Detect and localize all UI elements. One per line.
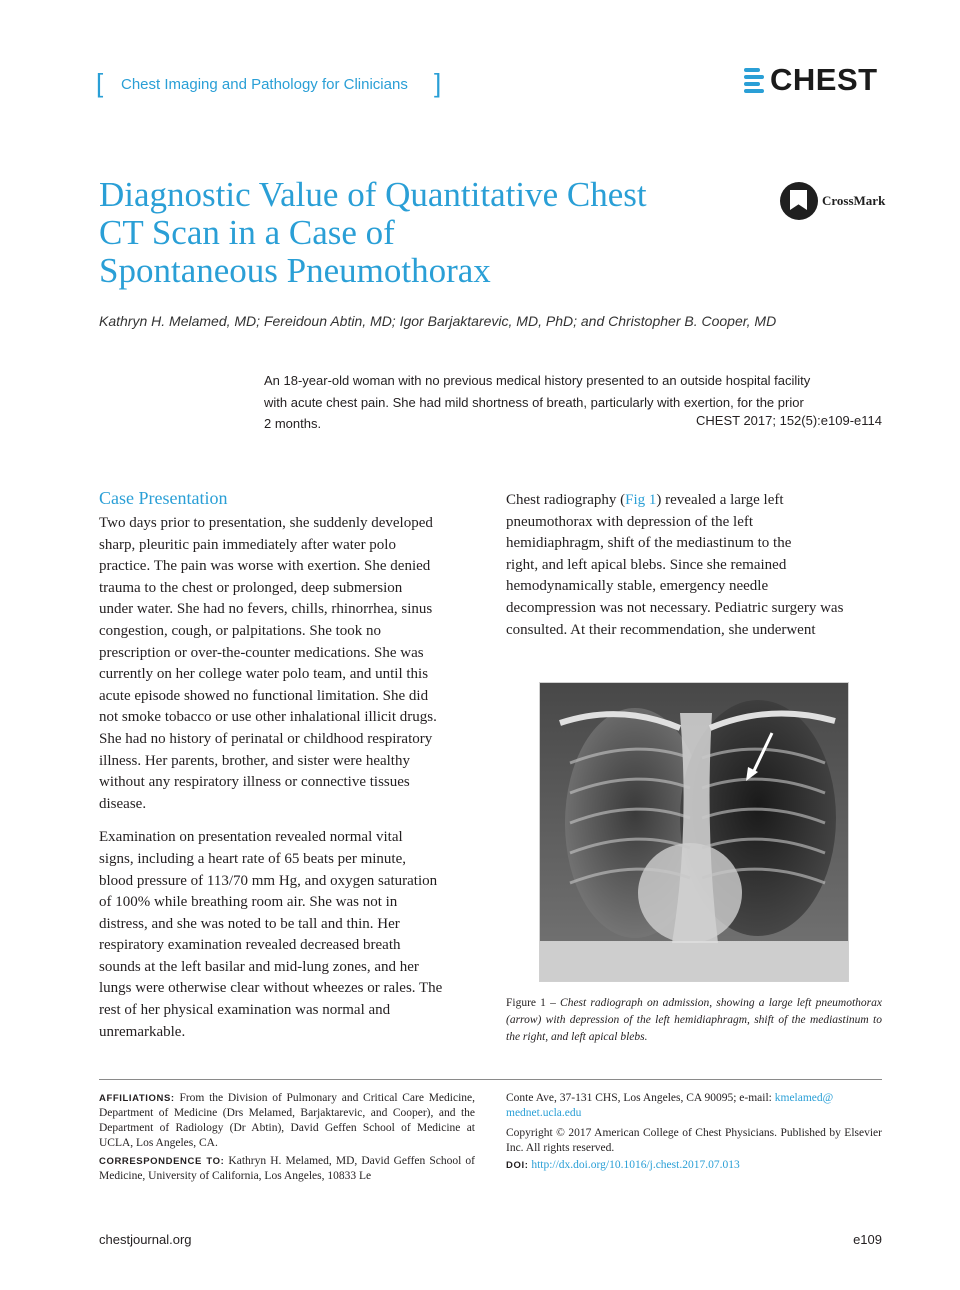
citation: CHEST 2017; 152(5):e109-e114	[696, 413, 882, 428]
title-line: Diagnostic Value of Quantitative Chest	[99, 175, 647, 214]
text-line: illness. Her parents, brother, and sister were healthy	[99, 752, 410, 769]
correspondence-text: Kathryn H. Melamed, MD, David Geffen School of Medicine, University of California, Los Angeles, 10833 Le	[99, 1155, 475, 1182]
abstract-line: An 18-year-old woman with no previous medical history presented to an outside hospital facility	[264, 373, 811, 388]
text-line: consulted. At their recommendation, she underwent	[506, 621, 816, 638]
crossmark-icon	[780, 182, 818, 220]
footnote-divider	[99, 1079, 882, 1080]
text-line: disease.	[99, 795, 147, 812]
text-line: trauma to the chest or prolonged, deep submersion	[99, 579, 403, 596]
abstract-line: with acute chest pain. She had mild shortness of breath, particularly with exertion, for the prior	[264, 394, 804, 410]
chest-logo-icon	[744, 68, 764, 93]
figure-1-caption	[506, 995, 882, 1046]
text-line: currently on her college water polo team, and until this	[99, 666, 429, 683]
copyright-block: Copyright © 2017 American College of Chest Physicians. Published by Elsevier Inc. All rights reserved.	[506, 1127, 882, 1154]
text-line: Examination on presentation revealed normal vital	[99, 829, 403, 846]
text-line: respiratory examination revealed decreased breath	[99, 937, 401, 954]
text-line: congestion, cough, or palpitations. She took no	[99, 622, 382, 639]
email-link-cont[interactable]: mednet.ucla.edu	[506, 1107, 582, 1119]
text-line: practice. The pain was worse with exertion. She denied	[99, 558, 431, 575]
address-text: Conte Ave, 37-131 CHS, Los Angeles, CA 90095; e-mail:	[506, 1092, 772, 1104]
text-line	[506, 490, 886, 512]
crossmark-badge[interactable]	[780, 182, 885, 220]
text-line: rest of her physical examination was normal and	[99, 1002, 391, 1019]
author-list: Kathryn H. Melamed, MD; Fereidoun Abtin, MD; Igor Barjaktarevic, MD, PhD; and Christopher B. Cooper, MD	[99, 313, 777, 329]
text-line: sounds at the left basilar and mid-lung zones, and her	[99, 958, 419, 975]
crossmark-label: CrossMark	[822, 193, 886, 208]
article-title	[99, 176, 719, 290]
text-line: blood pressure of 113/70 mm Hg, and oxygen saturation	[99, 872, 438, 889]
doi-link[interactable]: http://dx.doi.org/10.1016/j.chest.2017.07.013	[531, 1159, 740, 1171]
header-bracket-close: ]	[434, 68, 442, 98]
text-line: Two days prior to presentation, she suddenly developed	[99, 515, 433, 531]
text-line: not smoke tobacco or use other inhalational illicit drugs.	[99, 709, 437, 726]
figure-1-image[interactable]	[539, 682, 849, 982]
email-link[interactable]: kmelamed@	[774, 1092, 834, 1104]
address-line	[506, 1091, 882, 1106]
chest-radiograph	[540, 683, 848, 981]
abstract-line: 2 months.	[264, 416, 322, 431]
paragraph	[99, 513, 484, 815]
text-line: right, and left apical blebs. Since she remained	[506, 556, 787, 573]
title-line: Spontaneous Pneumothorax	[99, 251, 491, 290]
text-line: distress, and she was noted to be tall and thin. Her	[99, 915, 400, 932]
text-line: decompression was not necessary. Pediatric surgery was	[506, 599, 844, 616]
doi-label: DOI:	[506, 1160, 529, 1171]
section-heading: Case Presentation	[99, 488, 228, 508]
text-line: signs, including a heart rate of 65 beats per minute,	[99, 850, 406, 867]
affiliations-block	[99, 1091, 475, 1151]
paragraph	[99, 827, 484, 1043]
text-line: under water. She had no fevers, chills, rhinorrhea, sinus	[99, 601, 433, 618]
text-line: sharp, pleuritic pain immediately after water polo	[99, 536, 396, 553]
affiliations-text: From the Division of Pulmonary and Critical Care Medicine, Department of Medicine (Drs Melamed, Barjaktarevic, and Cooper), and the Department of Radiology (Dr Abtin), David Geffen School of Medicine at UCLA, Los Angeles, CA.	[99, 1092, 475, 1149]
affiliations-label: AFFILIATIONS:	[99, 1093, 175, 1104]
text-line: hemodynamically stable, emergency needle	[506, 578, 769, 595]
correspondence-label: CORRESPONDENCE TO:	[99, 1156, 225, 1167]
text-line: pneumothorax with depression of the left	[506, 513, 754, 530]
text-fragment: Chest radiography (	[506, 492, 626, 508]
doi-block	[506, 1158, 882, 1173]
header-bracket-open: [	[96, 68, 104, 98]
title-line: CT Scan in a Case of	[99, 213, 395, 252]
text-line: unremarkable.	[99, 1023, 186, 1040]
text-line: of 100% while breathing room air. She was not in	[99, 894, 398, 911]
text-line: hemidiaphragm, shift of the mediastinum to the	[506, 535, 792, 552]
address-block	[506, 1091, 882, 1121]
fig1-link[interactable]: Fig 1	[625, 492, 657, 508]
left-column-body	[99, 513, 484, 1043]
text-line: lungs were otherwise clear without wheezes or rales. The	[99, 980, 443, 997]
figure-caption-text: Chest radiograph on admission, showing a large left pneumothorax (arrow) with depression of the left hemidiaphragm, shift of the mediastinum to the right, and left apical blebs.	[506, 997, 883, 1043]
chest-logo	[744, 62, 878, 98]
text-line: She had no history of perinatal or childhood respiratory	[99, 730, 433, 747]
text-fragment: ) revealed a large left	[656, 492, 784, 508]
footer-page-number: e109	[853, 1232, 882, 1247]
section-label: Chest Imaging and Pathology for Clinicians	[121, 76, 408, 93]
figure-label: Figure 1 –	[506, 997, 556, 1009]
text-line: without any respiratory illness or connective tissues	[99, 774, 410, 791]
text-line: prescription or over-the-counter medications. She was	[99, 644, 424, 661]
footer-site-link[interactable]: chestjournal.org	[99, 1232, 192, 1247]
right-column-body	[506, 490, 886, 641]
chest-logo-text: CHEST	[770, 62, 878, 97]
correspondence-block	[99, 1154, 475, 1184]
text-line: acute episode showed no functional limitation. She did	[99, 687, 429, 704]
